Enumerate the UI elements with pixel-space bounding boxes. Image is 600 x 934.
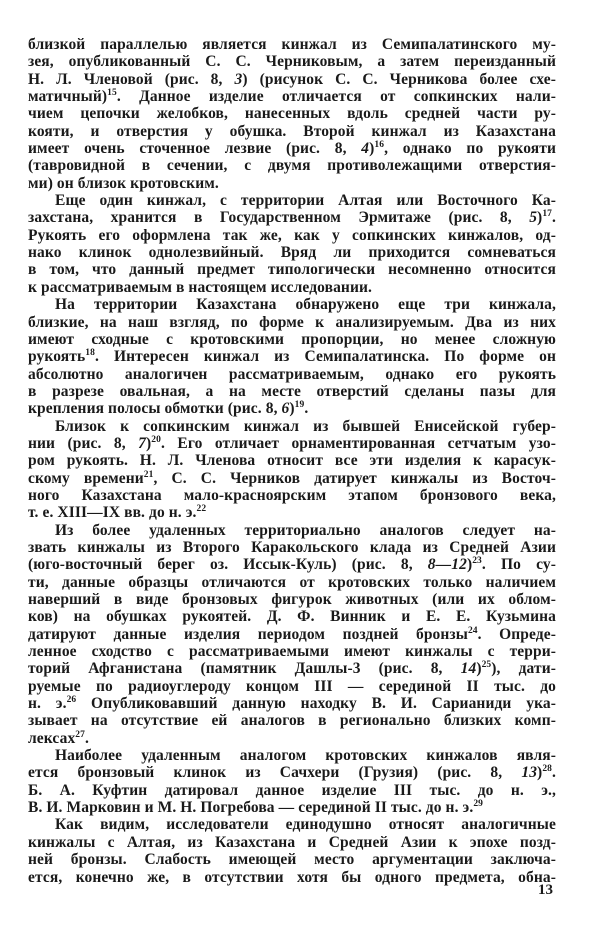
text-line: близкой параллелью является кинжал из Семипалатинского му- [28,36,556,53]
footnote-ref: 23 [472,556,482,567]
figure-ref: 4 [361,140,370,158]
footnote-ref: 21 [143,469,154,480]
text-line: лексах$^{27}$. [28,729,89,747]
text-line: т. е. XIII—IX вв. до н. э.$^{22}$ [28,504,207,522]
text-line: ленное сходство с рассматриваемыми имеют кинжалы с терри- [28,643,556,661]
text-line: ется, конечно же, в отсутствии хотя бы одного предмета, обна- [28,868,556,886]
text-line: ного Казахстана мало-красноярским этапом бронзового века, [28,486,556,504]
text-line: Еще один кинжал, с территории Алтая или Восточного Ка- [55,192,556,210]
text-line: абсолютно аналогичен рассматриваемым, однако его рукоять [28,365,556,383]
figure-ref: 14 [460,660,477,678]
text-line: скому времени$^{21}$, С. С. Черников датирует кинжалы из Восточ- [28,469,557,487]
footnote-ref: 18 [85,348,95,359]
text-line: звать кинжалы из Второго Каракольского клада из Средней Азии [28,538,556,556]
figure-ref: 7 [138,434,147,452]
footnote-ref: 20 [151,434,161,445]
figure-ref: 13 [521,764,538,782]
text-line: к рассматриваемым в настоящем исследовании. [28,278,372,296]
text-line: близкие, на наш взгляд, по форме к анализируемым. Два из них [28,313,556,331]
text-line: Как видим, исследователи единодушно относят аналогичные [55,816,556,834]
paragraph [28,192,556,296]
text-line: матичный)$^{15}$. Данное изделие отличается от сопкинских нали- [28,88,556,106]
footnote-ref: 19 [294,400,305,411]
text-line: На территории Казахстана обнаружено еще три кинжала, [55,296,556,314]
footnote-ref: 24 [467,625,478,636]
paragraph [28,296,556,417]
footnote-ref: 29 [473,799,484,810]
text-line: крепления полосы обмотки (рис. 8, 6)$^{19}$. [28,400,309,418]
text-line: Б. А. Куфтин датировал данное изделие III тыс. до н. э., [28,781,556,799]
text-line: в разрезе овальная, а на месте отверстий сделаны пазы для [28,382,556,400]
figure-ref: 3 [234,70,243,88]
paragraph [28,747,556,816]
footnote-ref: 15 [107,88,117,99]
text-line: (тавровидной в сечении, с двумя противолежащими отверстия- [28,157,556,175]
text-line: нии (рис. 8, 7)$^{20}$. Его отличает орнаментированная сетчатым узо- [28,434,556,452]
text-line: зывает на отсутствие ей аналогов в регионально близких комп- [28,712,556,730]
text-line: Рукоять его оформлена так же, как у сопкинских кинжалов, од- [28,226,556,244]
text-line: Наиболее удаленным аналогом кротовских кинжалов явля- [55,747,556,765]
paragraph [28,816,556,885]
text-line: ется бронзовый клинок из Сачхери (Грузия) (рис. 8, 13)$^{28}$. [28,764,556,782]
text-line: захстана, хранится в Государственном Эрмитаже (рис. 8, 5)$^{17}$. [28,209,556,227]
text-line: рукоять$^{18}$. Интересен кинжал из Семипалатинска. По форме он [28,348,556,366]
text-line: датируют данные изделия периодом поздней бронзы$^{24}$. Опреде- [28,625,556,643]
figure-ref: 6 [281,400,290,418]
text-line: руемые по радиоуглероду концом III — серединой II тыс. до [28,677,556,695]
paragraph [28,36,556,192]
text-line: ков) на обушках рукоятей. Д. Ф. Винник и Е. Е. Кузьмина [28,608,556,626]
text-line: Из более удаленных территориально аналогов следует на- [55,521,556,539]
footnote-ref: 17 [542,209,553,220]
footnote-ref: 16 [374,140,385,151]
footnote-ref: 26 [66,695,77,706]
page-body-text [28,36,556,886]
text-line: имеют сходные с кротовскими пропорции, но менее сложную [28,330,556,348]
footnote-ref: 22 [196,504,207,515]
footnote-ref: 28 [542,764,553,775]
page-number: 13 [538,882,553,898]
text-line: имеет очень сточенное лезвие (рис. 8, 4)$^{16}$, однако по рукояти [28,140,556,158]
figure-ref: 8—12 [427,556,467,574]
text-line: кинжалы с Алтая, из Казахстана и Средней Азии к эпохе позд- [28,833,556,851]
text-line: (юго-восточный берег оз. Иссык-Куль) (рис. 8, 8—12)$^{23}$. По су- [28,556,556,574]
text-line: кояти, и отверстия у обушка. Второй кинжал из Казахстана [28,122,556,140]
text-line: н. э.$^{26}$ Опубликовавший данную находку В. И. Сарианиди ука- [28,695,556,713]
figure-ref: 5 [529,209,538,227]
text-line: ром рукоять. Н. Л. Членова относит все эти изделия к карасук- [28,452,556,470]
text-line: торий Афганистана (памятник Дашлы-3 (рис. 8, 14)$^{25}$), дати- [28,660,556,678]
text-line: наверший в виде бронзовых фигурок животных (или их облом- [28,591,556,608]
text-line: Близок к сопкинским кинжал из бывшей Енисейской губер- [55,417,556,435]
paragraph [28,418,556,522]
text-line: нако клинок однолезвийный. Вряд ли приходится сомневаться [28,244,556,262]
text-line: В. И. Марковин и М. Н. Погребова — серединой II тыс. до н. э.$^{29}$ [28,799,484,817]
text-line: ми) он близок кротовским. [28,174,219,192]
text-line: ти, данные образцы отличаются от кротовских только наличием [28,573,556,591]
text-line: чием цепочки желобков, нанесенных вдоль средней части ру- [28,105,556,123]
footnote-ref: 25 [481,660,492,671]
footnote-ref: 27 [75,729,85,740]
paragraph [28,522,556,747]
text-line: зея, опубликованный С. С. Черниковым, а затем переизданный [28,53,556,71]
text-line: ней бронзы. Слабость имеющей место аргументации заключа- [28,851,556,869]
text-line: в том, что данный предмет типологически несомненно относится [28,261,556,279]
text-line: Н. Л. Членовой (рис. 8, 3) (рисунок С. С. Черникова более схе- [28,70,556,88]
